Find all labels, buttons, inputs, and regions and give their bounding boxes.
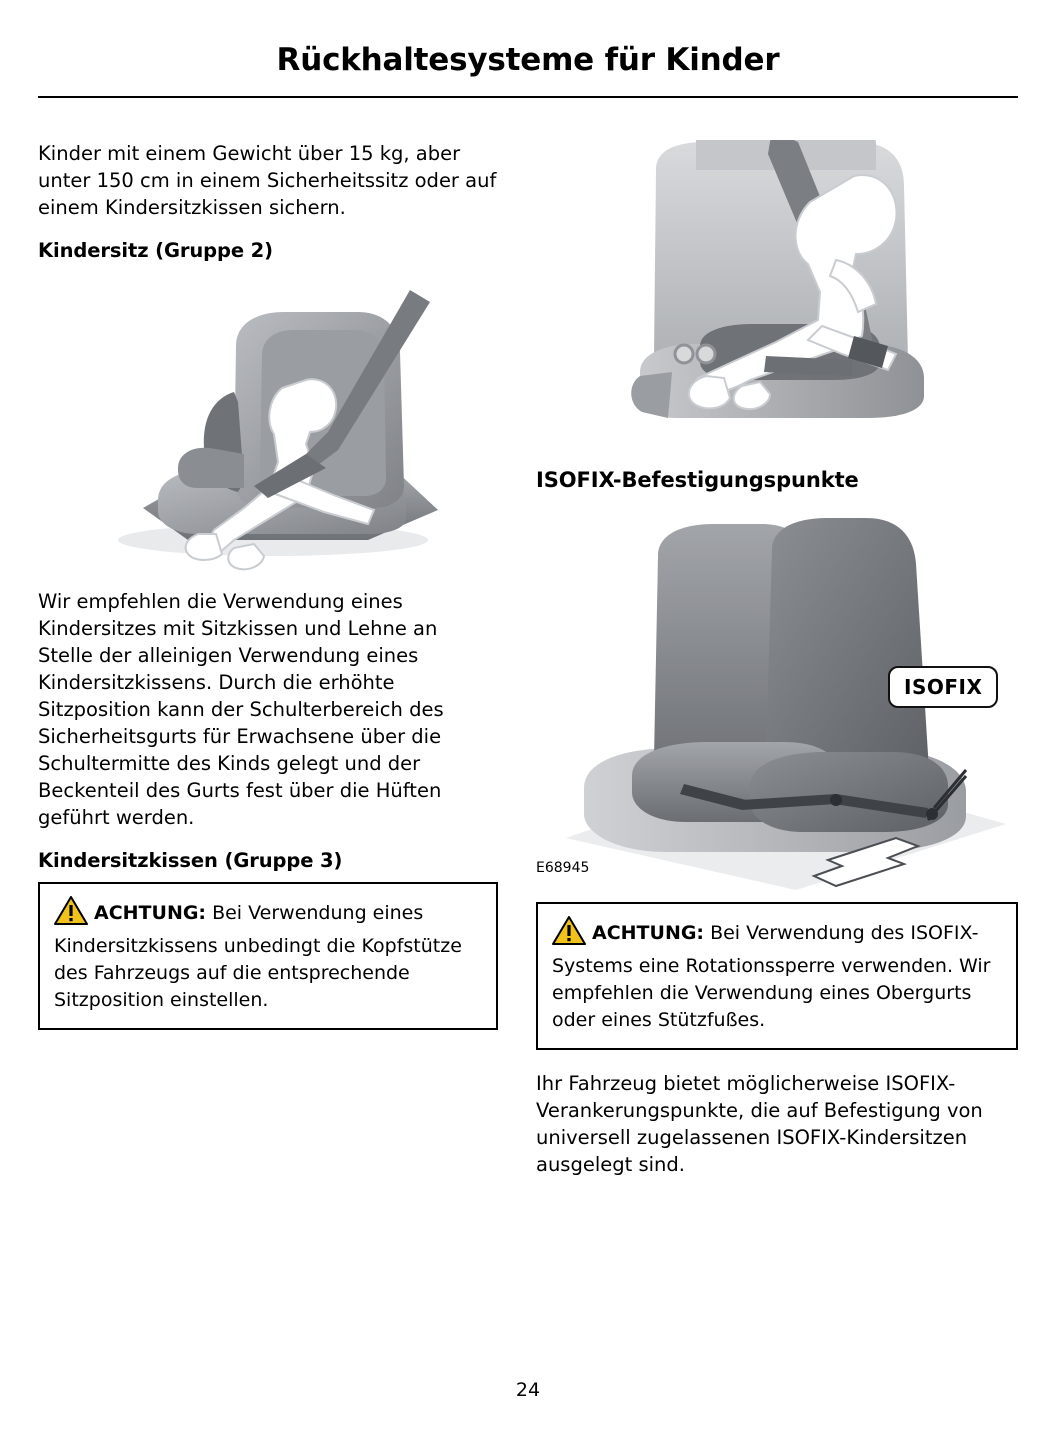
- isofix-callout-label: ISOFIX: [888, 666, 998, 708]
- right-column: [536, 140, 1018, 1196]
- figure-isofix-anchors: [536, 508, 1018, 898]
- warning-body-right: Bei Verwendung des ISOFIX-Systems eine Rotationssperre verwenden. Wir empfehlen die Verwendung eines Obergurts oder eines Stützfußes.: [552, 922, 991, 1031]
- header-divider: [38, 96, 1018, 98]
- warning-box-left: [38, 882, 498, 1030]
- page-number: 24: [515, 1379, 541, 1401]
- warning-text-right: [552, 916, 1002, 1034]
- warning-label-right: ACHTUNG:: [592, 922, 705, 944]
- figure-child-seat-group2: [38, 272, 498, 572]
- left-column: [38, 140, 498, 1030]
- figure-code: E68945: [536, 860, 590, 876]
- warning-label-left: ACHTUNG:: [94, 902, 207, 924]
- warning-triangle-icon: [54, 896, 88, 933]
- heading-kindersitz-gruppe-2: Kindersitz (Gruppe 2): [38, 239, 273, 262]
- warning-body-left: Bei Verwendung eines Kindersitzkissens unbedingt die Kopfstütze des Fahrzeugs auf die entsprechende Sitzposition einstellen.: [54, 902, 462, 1011]
- intro-paragraph: Kinder mit einem Gewicht über 15 kg, aber unter 150 cm in einem Sicherheitssitz oder auf einem Kindersitzkissen sichern.: [38, 142, 497, 219]
- child-seat-group2-illustration: [38, 272, 498, 572]
- warning-text-left: [54, 896, 482, 1014]
- booster-cushion-illustration: [536, 140, 1018, 450]
- warning-box-right: [536, 902, 1018, 1050]
- closing-paragraph: Ihr Fahrzeug bietet möglicherweise ISOFIX-Verankerungspunkte, die auf Befestigung von universell zugelassenen ISOFIX-Kindersitzen ausgelegt sind.: [536, 1072, 983, 1176]
- page-title: Rückhaltesysteme für Kinder: [276, 42, 780, 78]
- heading-kindersitzkissen-gruppe-3: Kindersitzkissen (Gruppe 3): [38, 849, 343, 872]
- heading-isofix-anchor-points: ISOFIX-Befestigungspunkte: [536, 468, 859, 492]
- recommendation-paragraph: Wir empfehlen die Verwendung eines Kindersitzes mit Sitzkissen und Lehne an Stelle der alleinigen Verwendung eines Kindersitzkissens. Durch die erhöhte Sitzposition kann der Schulterbereich des Sicherheitsgurts für Erwachsene über die Schultermitte des Kinds gelegt und der Beckenteil des Gurts fest über die Hüften geführt werden.: [38, 590, 444, 829]
- figure-booster-cushion: [536, 140, 1018, 450]
- page-header: [38, 42, 1018, 78]
- warning-triangle-icon: [552, 916, 586, 953]
